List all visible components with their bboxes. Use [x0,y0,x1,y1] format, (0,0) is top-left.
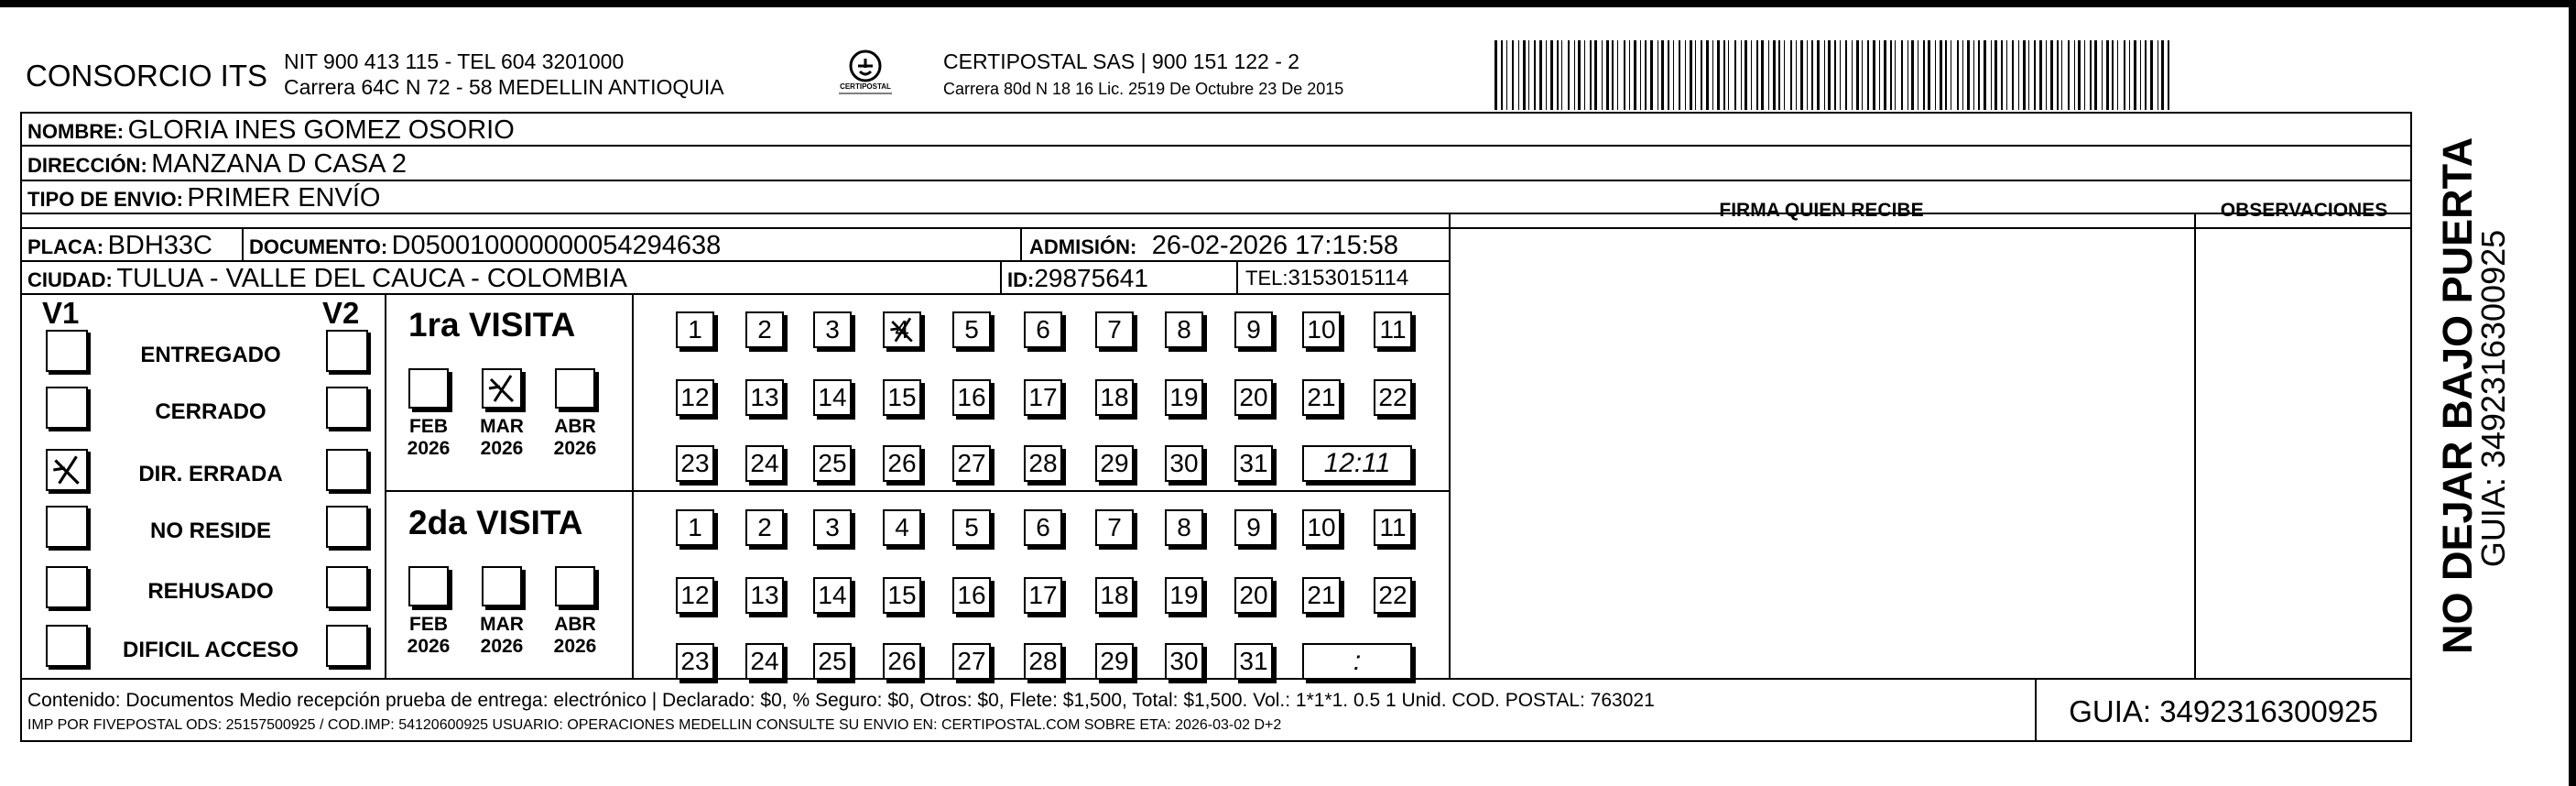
day-number: 23 [680,647,710,675]
day-number: 20 [1239,383,1268,411]
day-number: 6 [1036,513,1050,541]
day-number: 18 [1100,581,1129,609]
day-number: 11 [1379,513,1407,541]
tipo-row [27,185,380,212]
certipostal-logo [833,46,897,103]
day-number: 15 [887,581,917,609]
day-number: 1 [688,513,702,541]
month-name: MAR [480,416,524,437]
day-box[interactable] [1024,643,1062,680]
ciudad-label: CIUDAD: [27,268,113,291]
day-box[interactable] [952,445,991,482]
month-label [474,416,529,460]
day-box[interactable] [1024,509,1062,546]
day-box[interactable] [1095,311,1134,348]
day-number: 24 [750,449,779,477]
day-number: 10 [1307,315,1336,344]
documento-value: D050010000000054294638 [391,231,722,260]
day-number: 26 [887,647,917,675]
month-checkbox[interactable] [482,566,522,606]
month-checkbox[interactable] [555,566,595,606]
day-box[interactable] [1165,311,1203,348]
visit-title: 2da VISITA [408,504,583,541]
documento-cell [249,233,721,259]
day-box[interactable] [1024,445,1062,482]
day-box[interactable] [952,509,991,546]
company-address: Carrera 64C N 72 - 58 MEDELLIN ANTIOQUIA [284,75,724,99]
day-box[interactable] [1374,577,1412,614]
month-name: ABR [554,614,596,635]
day-box[interactable] [1024,379,1062,416]
day-number: 1 [688,315,702,344]
time-box[interactable] [1302,445,1412,482]
day-box[interactable] [1165,379,1203,416]
status-option-label: NO RESIDE [149,519,272,543]
day-number: 30 [1169,647,1199,675]
month-name: FEB [409,416,448,437]
day-number: 18 [1100,383,1129,411]
observaciones-header: OBSERVACIONES [2220,200,2388,221]
courier-line2: Carrera 80d N 18 16 Lic. 2519 De Octubre 23 De 2015 [943,80,1344,98]
side-guia: GUIA: 3492316300925 [2474,229,2512,568]
visit-title: 1ra VISITA [408,306,576,344]
placa-value: BDH33C [107,231,212,260]
day-number: 11 [1379,315,1407,344]
day-box[interactable] [1374,311,1412,348]
status-option-label: ENTREGADO [140,343,281,367]
month-year: 2026 [553,438,597,460]
day-box[interactable] [1165,577,1203,614]
v1-checkbox[interactable] [46,625,88,667]
day-number: 19 [1169,383,1199,411]
time-box[interactable] [1302,643,1412,680]
day-number: 10 [1307,513,1336,541]
day-box[interactable] [1234,311,1273,348]
day-number: 21 [1307,383,1336,411]
ciudad-value: TULUA - VALLE DEL CAUCA - COLOMBIA [116,264,627,293]
day-box[interactable] [745,311,784,348]
day-box[interactable] [1234,445,1273,482]
day-box[interactable] [1095,509,1134,546]
day-number: 29 [1100,647,1129,675]
day-box[interactable] [952,311,991,348]
admision-cell [1029,233,1398,259]
firma-header: FIRMA QUIEN RECIBE [1719,200,1924,221]
day-number: 30 [1169,449,1199,477]
v1-checkbox[interactable] [46,449,88,491]
month-label [401,416,456,460]
admision-value: 26-02-2026 17:15:58 [1151,231,1399,260]
month-label [474,614,529,658]
v2-checkbox[interactable] [326,506,368,548]
month-label [548,416,603,460]
day-number: 12 [680,581,710,609]
day-number: 27 [957,647,986,675]
day-box[interactable] [1165,445,1203,482]
day-number: 31 [1239,647,1268,675]
day-box[interactable] [813,577,852,614]
day-number: 21 [1307,581,1336,609]
courier-line1: CERTIPOSTAL SAS | 900 151 122 - 2 [943,49,1300,73]
day-box[interactable] [813,311,852,348]
day-box[interactable] [813,445,852,482]
day-number: 13 [750,383,779,411]
day-number: 28 [1028,449,1058,477]
month-year: 2026 [553,636,597,658]
day-number: 5 [964,315,979,344]
v1-checkbox[interactable] [46,387,88,429]
time-value: : [1353,646,1362,676]
day-box[interactable] [1302,509,1341,546]
day-box[interactable] [1024,311,1062,348]
day-box[interactable] [745,445,784,482]
day-number: 17 [1028,383,1058,411]
day-box[interactable] [676,509,714,546]
day-number: 9 [1246,315,1261,344]
day-number: 3 [825,513,840,541]
day-box[interactable] [1234,509,1273,546]
month-label [401,614,456,658]
day-number: 19 [1169,581,1199,609]
day-number: 14 [818,383,847,411]
barcode [1495,40,2176,110]
day-box[interactable] [1095,577,1134,614]
day-number: 28 [1028,647,1058,675]
day-number: 2 [757,315,772,344]
nombre-label: NOMBRE: [27,120,125,143]
day-number: 5 [964,513,979,541]
day-box[interactable] [883,379,921,416]
day-number: 23 [680,449,710,477]
day-box[interactable] [676,577,714,614]
status-option-label: DIFICIL ACCESO [122,638,299,662]
month-checkbox[interactable] [482,368,522,409]
id-cell [1007,266,1148,291]
v2-checkbox[interactable] [326,625,368,667]
time-value: 12:11 [1323,448,1391,478]
tipo-label: TIPO DE ENVIO: [27,188,183,211]
month-year: 2026 [407,636,451,658]
tel-label: TEL: [1245,267,1288,289]
day-number: 8 [1177,315,1191,344]
tel-cell [1245,267,1408,289]
day-number: 15 [887,383,917,411]
day-number: 8 [1177,513,1191,541]
day-number: 13 [750,581,779,609]
nombre-row [27,117,515,144]
day-box[interactable] [676,445,714,482]
id-value: 29875641 [1034,264,1148,292]
day-box[interactable] [676,643,714,680]
day-box[interactable] [813,509,852,546]
day-box[interactable] [1234,643,1273,680]
scan-top-edge [0,0,2576,7]
day-box[interactable] [1165,509,1203,546]
day-number: 7 [1107,513,1122,541]
day-box[interactable] [883,445,921,482]
day-number: 16 [957,383,986,411]
day-number: 12 [680,383,710,411]
month-name: MAR [480,614,524,635]
day-box[interactable] [745,643,784,680]
admision-label: ADMISIÓN: [1029,235,1137,258]
scan-right-edge [2569,0,2576,786]
day-number: 22 [1378,581,1408,609]
day-box[interactable] [676,311,714,348]
placa-label: PLACA: [27,235,104,258]
month-label [548,614,603,658]
v1-checkbox[interactable] [46,566,88,608]
day-number: 22 [1378,383,1408,411]
day-box[interactable] [952,643,991,680]
day-box[interactable] [813,643,852,680]
month-name: FEB [409,614,448,635]
day-box[interactable] [1095,643,1134,680]
month-year: 2026 [480,636,524,658]
status-option-label: DIR. ERRADA [138,462,283,486]
day-box[interactable] [1374,379,1412,416]
company-nit: NIT 900 413 115 - TEL 604 3201000 [284,49,625,73]
placa-cell [27,233,212,259]
day-number: 4 [895,513,909,541]
v2-checkbox[interactable] [326,449,368,491]
month-checkbox[interactable] [555,368,595,409]
day-box[interactable] [1165,643,1203,680]
certipostal-logo-text: CERTIPOSTAL [840,82,891,91]
day-box[interactable] [1095,445,1134,482]
day-box[interactable] [745,379,784,416]
day-box[interactable] [952,379,991,416]
ciudad-cell [27,266,627,292]
day-number: 3 [825,315,840,344]
month-year: 2026 [480,438,524,460]
day-number: 7 [1107,315,1122,344]
day-number: 14 [818,581,847,609]
day-box[interactable] [813,379,852,416]
side-warning: NO DEJAR BAJO PUERTA [2434,136,2481,654]
day-box[interactable] [1302,577,1341,614]
day-box[interactable] [1024,577,1062,614]
v2-checkbox[interactable] [326,387,368,429]
status-option-label: CERRADO [155,399,266,424]
day-box[interactable] [952,577,991,614]
v1-checkbox[interactable] [46,506,88,548]
month-checkbox[interactable] [408,566,449,606]
day-number: 25 [818,647,847,675]
day-box[interactable] [883,643,921,680]
day-box[interactable] [1234,577,1273,614]
day-number: 2 [757,513,772,541]
day-number: 16 [957,581,986,609]
day-number: 4 [895,315,909,344]
day-box[interactable] [745,509,784,546]
day-box[interactable] [1374,509,1412,546]
status-option-label: REHUSADO [147,579,274,604]
id-label: ID: [1007,268,1035,291]
day-number: 17 [1028,581,1058,609]
day-box[interactable] [883,311,921,348]
day-number: 20 [1239,581,1268,609]
documento-label: DOCUMENTO: [249,235,388,258]
day-number: 27 [957,449,986,477]
tel-value: 3153015114 [1288,266,1409,290]
day-number: 24 [750,647,779,675]
day-number: 29 [1100,449,1129,477]
tipo-value: PRIMER ENVÍO [187,183,381,213]
day-number: 25 [818,449,847,477]
direccion-label: DIRECCIÓN: [27,154,147,177]
day-box[interactable] [1302,311,1341,348]
day-number: 26 [887,449,917,477]
month-checkbox[interactable] [408,368,449,409]
footer-imp: IMP POR FIVEPOSTAL ODS: 25157500925 / COD.IMP: 54120600925 USUARIO: OPERACIONES MEDELLIN CONSULTE SU ENVIO EN: CERTIPOSTAL.COM SOBRE ETA: 2026-03-02 D+2 [27,717,1282,733]
nombre-value: GLORIA INES GOMEZ OSORIO [127,115,515,145]
direccion-row [27,151,407,178]
day-box[interactable] [1302,379,1341,416]
footer-contenido: Contenido: Documentos Medio recepción prueba de entrega: electrónico | Declarado: $0, % Seguro: $0, Otros: $0, Flete: $1,500, Total: $1,500. Vol.: 1*1*1. 0.5 1 Unid. COD. POSTAL: 763021 [27,690,1655,711]
v1-checkbox[interactable] [46,330,88,372]
v2-checkbox[interactable] [326,330,368,372]
month-name: ABR [554,416,596,437]
company-name: CONSORCIO ITS [26,59,268,93]
footer-guia: GUIA: 3492316300925 [2069,694,2378,728]
day-box[interactable] [1234,379,1273,416]
day-box[interactable] [883,577,921,614]
day-box[interactable] [676,379,714,416]
side-panel [2418,119,2537,669]
v2-checkbox[interactable] [326,566,368,608]
day-box[interactable] [883,509,921,546]
day-box[interactable] [745,577,784,614]
day-box[interactable] [1095,379,1134,416]
v2-label: V2 [322,296,360,330]
day-number: 6 [1036,315,1050,344]
day-number: 31 [1239,449,1268,477]
v1-label: V1 [42,296,80,330]
direccion-value: MANZANA D CASA 2 [151,149,408,179]
month-year: 2026 [407,438,451,460]
day-number: 9 [1246,513,1261,541]
